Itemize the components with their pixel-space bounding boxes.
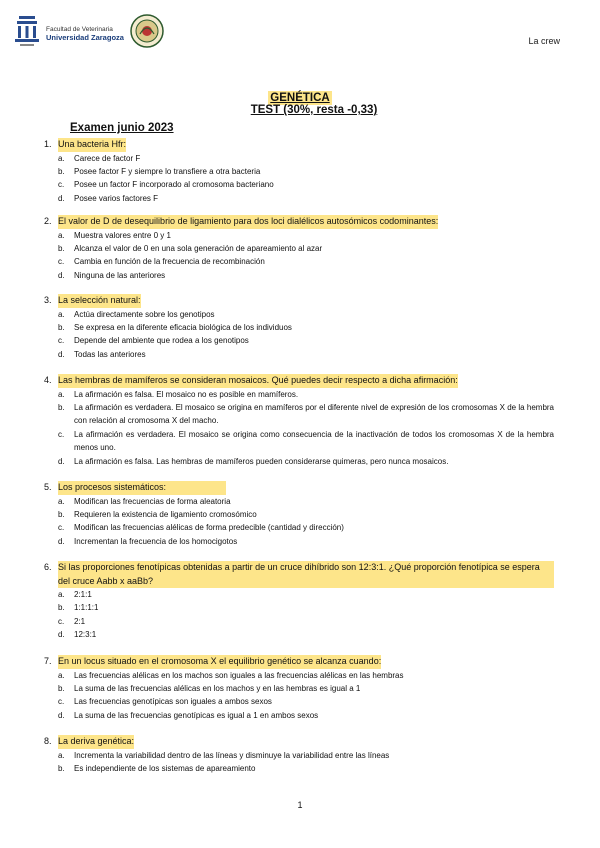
answer-option xyxy=(44,321,554,334)
option-text: La suma de las frecuencias genotípicas es igual a 1 en ambos sexos xyxy=(74,710,319,720)
option-text: Incrementa la variabilidad dentro de las líneas y disminuye la variabilidad entre las líneas xyxy=(74,750,390,760)
answer-option xyxy=(44,749,554,762)
answer-option xyxy=(44,269,554,282)
question-1 xyxy=(44,138,554,205)
option-letter: b. xyxy=(58,683,65,693)
answer-option xyxy=(44,152,554,165)
faculty-name: Facultad de Veterinaria xyxy=(46,26,113,33)
answer-option xyxy=(44,255,554,268)
option-letter: a. xyxy=(58,153,65,163)
option-text: Ninguna de las anteriores xyxy=(74,270,166,280)
option-text: La afirmación es verdadera. El mosaico se origina en mamíferos por el diferente nivel de expresión de los cromosomas X de la hembra con relación al cromosoma X del macho. xyxy=(74,402,554,426)
question-number: 7. xyxy=(44,656,52,666)
option-letter: a. xyxy=(58,590,65,599)
option-text: Todas las anteriores xyxy=(74,349,146,359)
option-letter: b. xyxy=(58,763,65,773)
option-text: Requieren la existencia de ligamiento cromosómico xyxy=(74,509,257,519)
faculty-seal-icon xyxy=(130,14,164,48)
page-header xyxy=(14,14,560,54)
option-letter: b. xyxy=(58,322,65,332)
answer-option xyxy=(44,334,554,347)
answer-option xyxy=(44,308,554,321)
answer-option xyxy=(44,165,554,178)
option-text: Alcanza el valor de 0 en una sola generación de apareamiento al azar xyxy=(74,243,323,253)
option-text: Modifican las frecuencias alélicas de forma predecible (cantidad y dirección) xyxy=(74,523,344,533)
question-3 xyxy=(44,294,554,361)
answer-option xyxy=(44,682,554,695)
option-text: 2:1 xyxy=(74,616,86,626)
answer-option xyxy=(44,762,554,775)
document-subtitle: TEST (30%, resta -0,33) xyxy=(250,104,378,116)
question-number: 8. xyxy=(44,736,52,746)
question-4 xyxy=(44,374,554,468)
option-text: Es independiente de los sistemas de apareamiento xyxy=(74,763,256,773)
question-text: Si las proporciones fenotípicas obtenidas a partir de un cruce dihíbrido son 12:3:1. ¿Qué proporción fenotípica se espera del cruce Aabb x aaBb? xyxy=(58,561,554,588)
answer-option xyxy=(44,669,554,682)
option-text: Actúa directamente sobre los genotipos xyxy=(74,309,215,319)
option-letter: d. xyxy=(58,193,65,203)
option-letter: b. xyxy=(58,243,65,253)
question-text: En un locus situado en el cromosoma X el equilibrio genético se alcanza cuando: xyxy=(58,655,381,669)
option-letter: b. xyxy=(58,166,65,176)
option-text: Posee un factor F incorporado al cromosoma bacteriano xyxy=(74,180,274,190)
question-number: 2. xyxy=(44,216,52,226)
option-letter: c. xyxy=(58,257,65,267)
answer-option xyxy=(44,242,554,255)
option-text: La afirmación es falsa. Las hembras de mamíferos pueden considerarse quimeras, pero nunca mosaicos. xyxy=(74,456,449,466)
question-number: 3. xyxy=(44,295,52,305)
header-right-label: La crew xyxy=(528,36,560,46)
answer-option xyxy=(44,348,554,361)
option-letter: d. xyxy=(58,349,65,359)
option-letter: d. xyxy=(58,630,65,640)
answer-option xyxy=(44,588,554,601)
answer-option xyxy=(44,628,554,641)
question-text: Los procesos sistemáticos: xyxy=(58,481,226,495)
university-name: Universidad Zaragoza xyxy=(46,33,124,42)
option-letter: c. xyxy=(58,523,65,533)
option-letter: a. xyxy=(58,670,65,680)
option-letter: a. xyxy=(58,750,65,760)
question-7 xyxy=(44,655,554,722)
answer-option xyxy=(44,495,554,508)
option-text: Incrementan la frecuencia de los homocigotos xyxy=(74,536,238,546)
option-text: 1:1:1:1 xyxy=(74,603,99,613)
question-number: 5. xyxy=(44,482,52,492)
option-text: 12:3:1 xyxy=(74,630,97,640)
option-letter: c. xyxy=(58,336,65,346)
university-logo-icon xyxy=(14,16,40,48)
option-letter: c. xyxy=(58,616,65,626)
option-letter: d. xyxy=(58,536,65,546)
option-text: Las frecuencias genotípicas son iguales a ambos sexos xyxy=(74,697,272,707)
question-2 xyxy=(44,215,554,282)
option-letter: b. xyxy=(58,509,65,519)
question-number: 4. xyxy=(44,375,52,385)
option-text: La suma de las frecuencias alélicas en los machos y en las hembras es igual a 1 xyxy=(74,683,361,693)
answer-option xyxy=(44,388,554,401)
option-letter: a. xyxy=(58,496,65,506)
option-letter: d. xyxy=(58,710,65,720)
answer-option xyxy=(44,178,554,191)
option-letter: c. xyxy=(58,697,65,707)
question-text: La selección natural: xyxy=(58,294,141,308)
page-number: 1 xyxy=(297,800,303,810)
answer-option xyxy=(44,695,554,708)
answer-option xyxy=(44,401,554,428)
option-text: 2:1:1 xyxy=(74,590,92,599)
answer-option xyxy=(44,428,554,455)
question-number: 1. xyxy=(44,139,52,149)
answer-option xyxy=(44,455,554,468)
option-text: Depende del ambiente que rodea a los genotipos xyxy=(74,336,249,346)
option-text: Modifican las frecuencias de forma aleatoria xyxy=(74,496,231,506)
option-text: La afirmación es verdadera. El mosaico se origina como consecuencia de la inactivación de todos los cromosomas X de la hembra menos uno. xyxy=(74,429,554,453)
faculty-text xyxy=(46,26,124,42)
option-letter: d. xyxy=(58,270,65,280)
document-title: GENÉTICA xyxy=(270,92,330,104)
question-text: Las hembras de mamíferos se consideran mosaicos. Qué puedes decir respecto a dicha afirmación: xyxy=(58,374,458,388)
option-text: Posee factor F y siempre lo transfiere a otra bacteria xyxy=(74,166,261,176)
option-text: Se expresa en la diferente eficacia biológica de los individuos xyxy=(74,322,292,332)
option-letter: c. xyxy=(58,429,65,439)
option-letter: a. xyxy=(58,230,65,240)
answer-option xyxy=(44,615,554,628)
answer-option xyxy=(44,229,554,242)
answer-option xyxy=(44,521,554,534)
option-text: La afirmación es falsa. El mosaico no es posible en mamíferos. xyxy=(74,389,299,399)
option-text: Cambia en función de la frecuencia de recombinación xyxy=(74,257,265,267)
question-8 xyxy=(44,735,554,775)
option-letter: a. xyxy=(58,309,65,319)
answer-option xyxy=(44,192,554,205)
answer-option xyxy=(44,508,554,521)
question-text: El valor de D de desequilibrio de ligamiento para dos loci dialélicos autosómicos codominantes: xyxy=(58,215,438,229)
option-letter: a. xyxy=(58,389,65,399)
option-letter: b. xyxy=(58,603,65,613)
option-text: Carece de factor F xyxy=(74,153,141,163)
exam-heading: Examen junio 2023 xyxy=(70,122,174,134)
answer-option xyxy=(44,535,554,548)
option-letter: b. xyxy=(58,402,65,412)
answer-option xyxy=(44,601,554,614)
answer-option xyxy=(44,709,554,722)
question-number: 6. xyxy=(44,562,52,572)
question-text: Una bacteria Hfr: xyxy=(58,138,126,152)
option-letter: c. xyxy=(58,180,65,190)
question-6 xyxy=(44,561,554,642)
option-letter: d. xyxy=(58,456,65,466)
question-5 xyxy=(44,481,554,548)
option-text: Las frecuencias alélicas en los machos son iguales a las frecuencias alélicas en las hembras xyxy=(74,670,404,680)
question-text: La deriva genética: xyxy=(58,735,134,749)
option-text: Muestra valores entre 0 y 1 xyxy=(74,230,171,240)
option-text: Posee varios factores F xyxy=(74,193,159,203)
